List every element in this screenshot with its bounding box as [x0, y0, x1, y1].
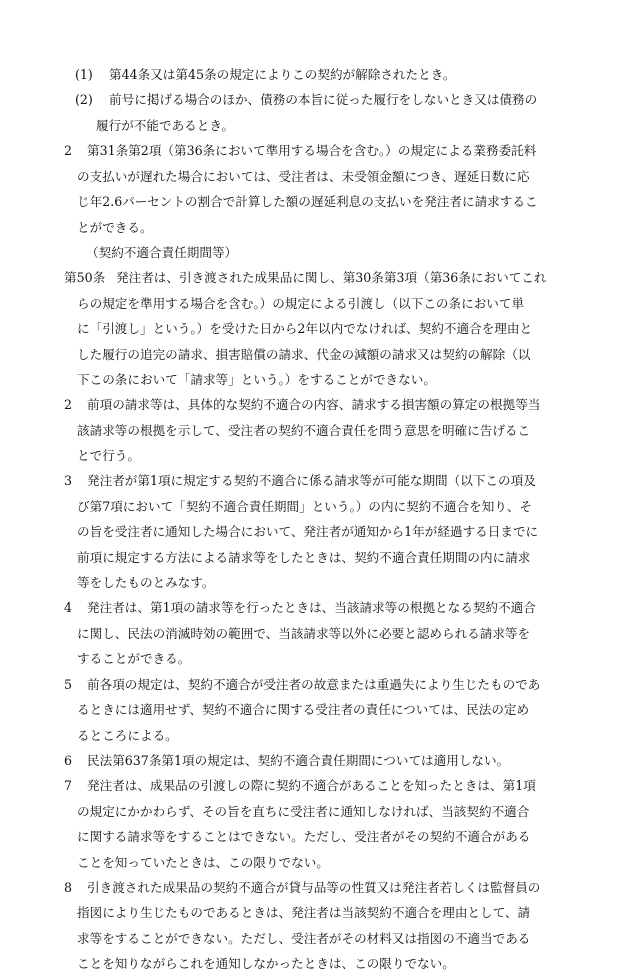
paragraph-line: ことを知りながらこれを通知しなかったときは、この限りでない。 — [77, 956, 455, 972]
item-number: (1) — [75, 67, 93, 82]
paragraph-line: とで行う。 — [77, 448, 140, 464]
paragraph-number: 8 — [64, 879, 73, 895]
paragraph-line: るときには適用せず、契約不適合に関する受注者の責任については、民法の定め — [77, 702, 530, 718]
paragraph — [64, 773, 592, 875]
paragraph — [64, 595, 592, 672]
paragraph-line: び第7項において「契約不適合責任期間」という。）の内に契約不適合を知り、そ — [77, 498, 533, 514]
paragraph — [64, 468, 592, 596]
paragraph-line: 第31条第2項（第36条において準用する場合を含む。）の規定による業務委託料 — [87, 143, 537, 159]
paragraph-number: 6 — [64, 752, 73, 768]
paragraph — [64, 748, 592, 774]
paragraph-line: じ年2.6パーセントの割合で計算した額の遅延利息の支払いを発注者に請求するこ — [77, 194, 538, 210]
paragraph — [64, 875, 592, 977]
paragraph-line: 発注者は、成果品の引渡しの際に契約不適合があることを知ったときは、第1項 — [87, 778, 536, 794]
paragraph-line: した履行の追完の請求、損害賠償の請求、代金の減額の請求又は契約の解除（以 — [77, 346, 531, 362]
paragraph-line: 前各項の規定は、契約不適合が受注者の故意または重過失により生じたものであ — [87, 676, 541, 692]
paragraph-number: 4 — [64, 600, 73, 616]
paragraph — [64, 138, 592, 240]
paragraph-number: 5 — [64, 676, 73, 692]
paragraph-line: らの規定を準用する場合を含む。）の規定による引渡し（以下この条において単 — [77, 295, 525, 311]
paragraph-line: に「引渡し」という。）を受けた日から2年以内でなければ、契約不適合を理由と — [77, 321, 533, 337]
paragraph-line: とができる。 — [77, 219, 153, 235]
article-caption: （契約不適合責任期間等） — [86, 244, 238, 260]
paragraph-line: 下この条において「請求等」という。）をすることができない。 — [77, 372, 436, 388]
paragraph-line: 等をしたものとみなす。 — [77, 575, 215, 591]
paragraph-line: の支払いが遅れた場合においては、受注者は、未受領金額につき、遅延日数に応 — [77, 168, 530, 184]
paragraph-number: 2 — [64, 143, 73, 159]
paragraph-line: るところによる。 — [77, 727, 178, 743]
item-line: 第44条又は第45条の規定によりこの契約が解除されたとき。 — [109, 67, 456, 82]
paragraph-line: 該請求等の根拠を示して、受注者の契約不適合責任を問う意思を明確に告げるこ — [77, 422, 531, 438]
paragraph-line: の規定にかかわらず、その旨を直ちに受注者に通知しなければ、当該契約不適合 — [77, 803, 530, 819]
paragraph-line: ことを知っていたときは、この限りでない。 — [77, 854, 329, 870]
item-line: 履行が不能であるとき。 — [96, 117, 235, 133]
item-number: (2) — [75, 92, 93, 108]
paragraph-line: 指図により生じたものであるときは、発注者は当該契約不適合を理由として、請 — [77, 905, 531, 921]
list-item — [75, 62, 592, 88]
paragraph-number: 7 — [64, 778, 73, 794]
paragraph — [64, 672, 592, 749]
paragraph-number: 3 — [64, 473, 73, 489]
paragraph-line: に関する請求等をすることはできない。ただし、受注者がその契約不適合がある — [77, 829, 531, 845]
paragraph-line: 発注者が第1項に規定する契約不適合に係る請求等が可能な期間（以下この項及 — [87, 473, 536, 489]
paragraph — [64, 392, 592, 469]
paragraph-line: 民法第637条第1項の規定は、契約不適合責任期間については適用しない。 — [87, 752, 510, 768]
list-item — [75, 87, 592, 138]
paragraph-number: 2 — [64, 397, 73, 413]
paragraph-line: 発注者は、第1項の請求等を行ったときは、当該請求等の根拠となる契約不適合 — [87, 600, 536, 616]
article-50 — [64, 265, 592, 393]
paragraph-line: することができる。 — [77, 651, 191, 667]
paragraph-line: 引き渡された成果品の契約不適合が貸与品等の性質又は発注者若しくは監督員の — [87, 879, 541, 895]
item-line: 前号に掲げる場合のほか、債務の本旨に従った履行をしないとき又は債務の — [109, 92, 538, 108]
paragraph-line: 求等をすることができない。ただし、受注者がその材料又は指図の不適当である — [77, 930, 531, 946]
paragraph-line: 前項に規定する方法による請求等をしたときは、契約不適合責任期間の内に請求 — [77, 549, 531, 565]
paragraph-line: 発注者は、引き渡された成果品に関し、第30条第3項（第36条においてこれ — [116, 270, 547, 286]
article-heading: 第50条 — [64, 270, 106, 286]
paragraph-line: の旨を受注者に通知した場合において、発注者が通知から1年が経過する日までに — [77, 524, 539, 540]
paragraph-line: に関し、民法の消滅時効の範囲で、当該請求等以外に必要と認められる請求等を — [77, 625, 531, 641]
paragraph-line: 前項の請求等は、具体的な契約不適合の内容、請求する損害額の算定の根拠等当 — [87, 397, 541, 413]
